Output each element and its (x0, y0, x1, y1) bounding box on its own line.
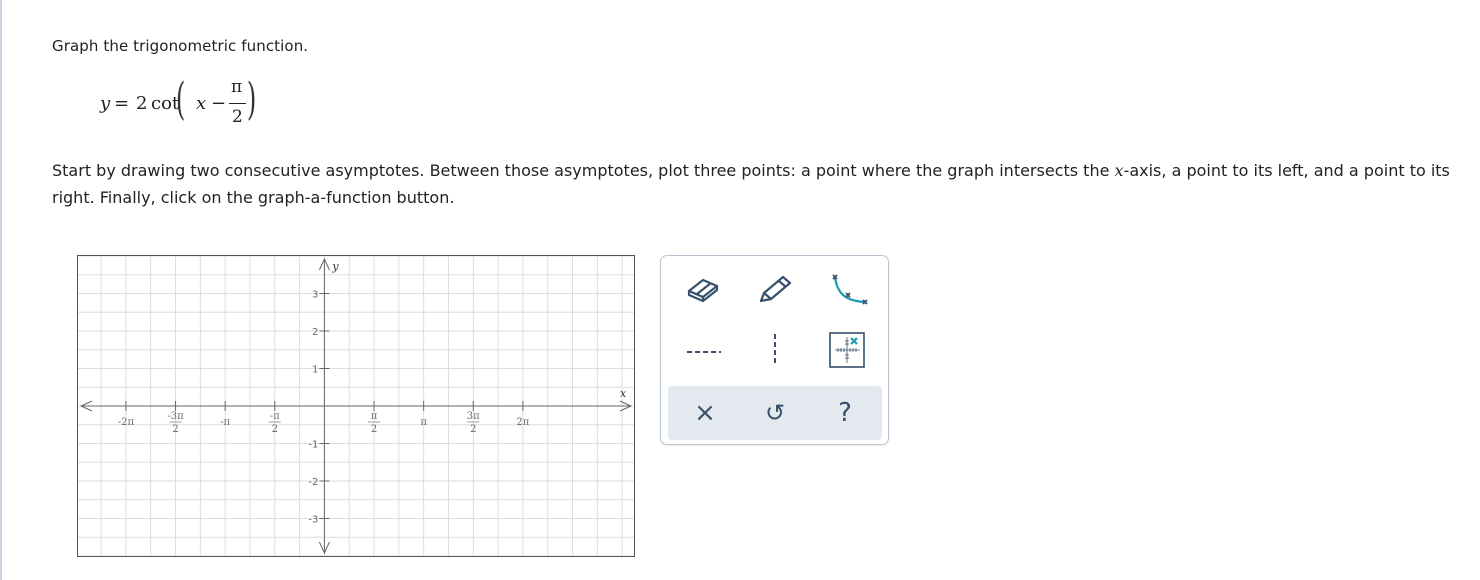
close-icon: × (694, 398, 716, 428)
graph-function-icon (827, 331, 867, 369)
y-tick-label: 1 (312, 364, 319, 376)
x-axis-label: x (620, 387, 627, 400)
eraser-icon (683, 275, 723, 305)
equation-func: cot (151, 93, 180, 114)
fraction-bar (229, 103, 246, 104)
equation-y: y (100, 93, 111, 114)
equation-equals: = (114, 93, 130, 114)
fraction-numerator: π (231, 77, 243, 97)
left-paren: ( (175, 74, 186, 125)
equation-minus: − (211, 93, 227, 114)
action-bar (668, 386, 882, 440)
y-tick-label: -1 (308, 439, 319, 451)
instructions-part2: -axis, a point to its left, and a point to its right. Finally, click on the graph-a-function button. (52, 161, 1450, 207)
y-tick-label: -2 (308, 477, 319, 488)
graph-function-tool[interactable] (819, 326, 875, 374)
x-tick-label: 2π (516, 417, 530, 428)
x-tick-denominator: 2 (370, 424, 378, 435)
x-tick-numerator: -π (269, 411, 280, 422)
undo-icon: ↺ (764, 399, 786, 427)
pencil-tool[interactable] (747, 266, 803, 314)
x-tick-numerator: -3π (167, 411, 184, 422)
help-icon: ? (838, 398, 852, 428)
pencil-icon (755, 273, 795, 307)
right-paren: ) (246, 74, 257, 125)
x-tick-label: π (420, 417, 427, 428)
y-tick-label: 3 (312, 289, 319, 301)
eraser-tool[interactable] (675, 266, 731, 314)
curve-points-icon (825, 271, 869, 309)
dashed-horizontal-line-icon (683, 335, 723, 365)
graphing-toolbox (660, 255, 889, 445)
dashed-vertical-line-icon (755, 332, 795, 368)
equation-coefficient: 2 (136, 93, 148, 114)
curve-tool[interactable] (819, 266, 875, 314)
question-title: Graph the trigonometric function. (52, 37, 309, 55)
instructions-x-var: x (1114, 161, 1124, 180)
x-tick-denominator: 2 (271, 424, 278, 435)
fraction-denominator: 2 (232, 107, 243, 127)
instructions-text (52, 157, 1477, 211)
graph-svg[interactable] (78, 256, 634, 556)
instructions-part1: Start by drawing two consecutive asymptotes. Between those asymptotes, plot three points: a point where the graph intersects the (52, 161, 1115, 180)
graph-canvas[interactable] (77, 255, 635, 557)
x-tick-numerator: 3π (466, 411, 480, 422)
equation-x: x (196, 93, 207, 114)
x-tick-label: -2π (117, 417, 135, 428)
horizontal-asymptote-tool[interactable] (675, 326, 731, 374)
left-border (0, 0, 2, 580)
clear-button[interactable] (670, 386, 740, 440)
y-axis-label: y (332, 260, 339, 273)
help-button[interactable] (810, 386, 880, 440)
vertical-asymptote-tool[interactable] (747, 326, 803, 374)
x-tick-denominator: 2 (172, 424, 179, 435)
x-tick-denominator: 2 (470, 424, 477, 435)
x-tick-label: -π (220, 417, 231, 428)
undo-button[interactable] (740, 386, 810, 440)
y-tick-label: 2 (312, 327, 319, 338)
y-tick-label: -3 (308, 514, 319, 526)
x-tick-numerator: π (370, 411, 378, 422)
